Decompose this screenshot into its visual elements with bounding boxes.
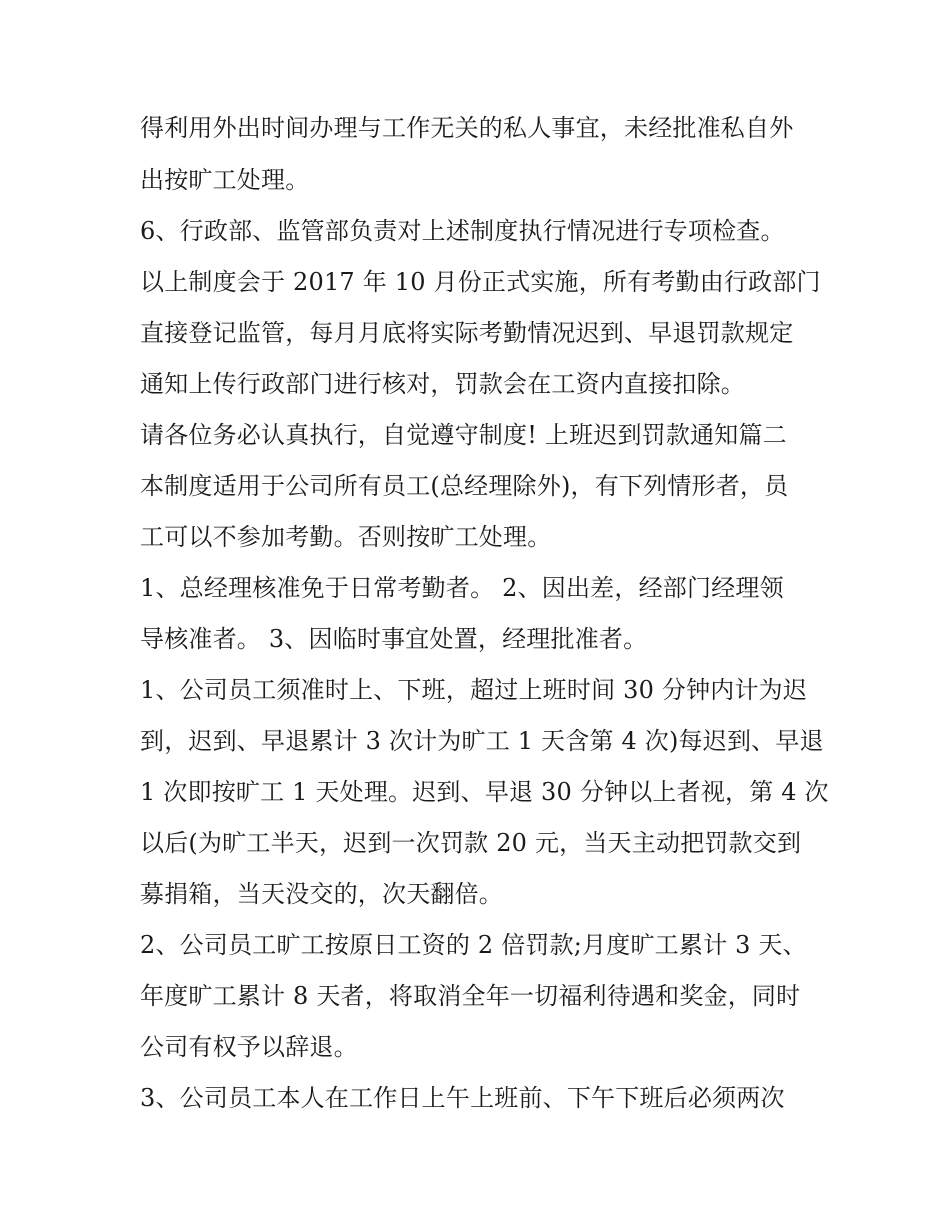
text-line: 出按旷工处理。 (140, 166, 310, 194)
text-line: 1、公司员工须准时上、下班，超过上班时间 30 分钟内计为迟 (140, 676, 808, 704)
text-line: 到，迟到、早退累计 3 次计为旷工 1 天含第 4 次)每迟到、早退 (140, 727, 824, 755)
text-line: 年度旷工累计 8 天者，将取消全年一切福利待遇和奖金，同时 (140, 982, 801, 1010)
text-line: 导核准者。 3、因临时事宜处置，经理批准者。 (140, 625, 648, 653)
text-line: 直接登记监管，每月月底将实际考勤情况迟到、早退罚款规定 (140, 319, 794, 347)
text-line: 1、总经理核准免于日常考勤者。 2、因出差，经部门经理领 (140, 574, 784, 602)
text-line: 通知上传行政部门进行核对，罚款会在工资内直接扣除。 (140, 370, 745, 398)
text-line: 本制度适用于公司所有员工(总经理除外)，有下列情形者，员 (140, 472, 789, 500)
text-line: 以后(为旷工半天，迟到一次罚款 20 元，当天主动把罚款交到 (140, 829, 802, 857)
text-line: 3、公司员工本人在工作日上午上班前、下午下班后必须两次 (140, 1084, 785, 1112)
text-line: 工可以不参加考勤。否则按旷工处理。 (140, 523, 552, 551)
text-line: 6、行政部、监管部负责对上述制度执行情况进行专项检查。 (140, 217, 785, 245)
text-line: 请各位务必认真执行，自觉遵守制度! 上班迟到罚款通知篇二 (140, 421, 787, 449)
text-line: 公司有权予以辞退。 (140, 1033, 358, 1061)
text-line: 得利用外出时间办理与工作无关的私人事宜，未经批准私自外 (140, 114, 794, 142)
text-line: 1 次即按旷工 1 天处理。迟到、早退 30 分钟以上者视，第 4 次 (140, 778, 829, 806)
text-line: 2、公司员工旷工按原日工资的 2 倍罚款;月度旷工累计 3 天、 (140, 931, 807, 959)
text-line: 以上制度会于 2017 年 10 月份正式实施，所有考勤由行政部门 (140, 268, 821, 296)
text-line: 募捐箱，当天没交的，次天翻倍。 (140, 880, 503, 908)
